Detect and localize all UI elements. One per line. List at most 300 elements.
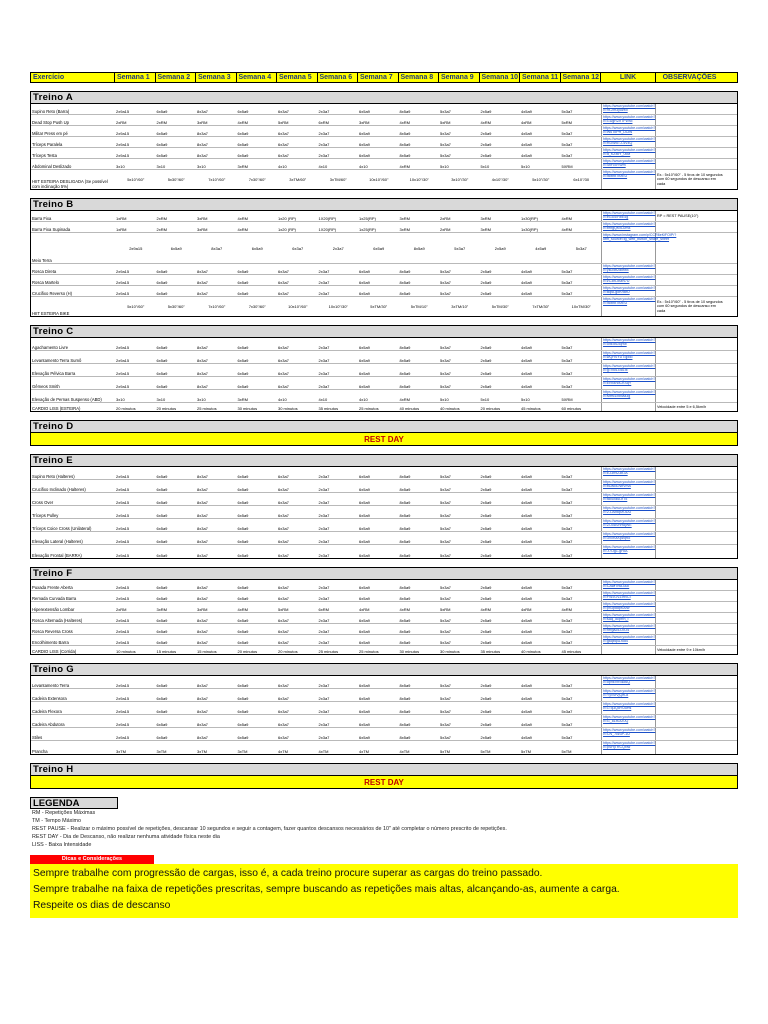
video-link[interactable]: https://www.youtube.com/watch?v=WuTkPH_DCbs: [603, 126, 656, 135]
week-cell: 5x3a7: [561, 384, 573, 389]
week-cell: 3xTM: [156, 749, 167, 754]
week-cell: 30 minutos: [440, 649, 460, 654]
week-cell: 5x3a7: [561, 142, 573, 147]
exercise-name: Barra Fixa: [32, 216, 52, 221]
week-cell: 2x5a9: [480, 735, 492, 740]
video-link[interactable]: https://www.youtube.com/watch?v=ph3pddpKzzw: [603, 602, 656, 611]
week-cell: 5x3a7: [561, 109, 573, 114]
observation: [656, 351, 723, 363]
week-cell: 2x5a9: [480, 513, 492, 518]
week-cell: 6x5a9: [359, 640, 370, 645]
observation: [656, 148, 723, 158]
week-cell: 4x10: [278, 164, 287, 169]
rest-day-banner: REST DAY: [30, 432, 738, 446]
week-cell: 6x3a7: [278, 629, 289, 634]
table-row: [31, 338, 737, 351]
week-cell: 5x3a7: [561, 269, 573, 274]
week-cell: 4xRM: [237, 216, 248, 221]
table-row: [31, 297, 737, 316]
week-cell: 1X20(RP): [318, 216, 337, 221]
week-cell: 2x5a9: [480, 269, 492, 274]
header-cell: Semana 7: [358, 73, 399, 83]
video-link[interactable]: https://www.youtube.com/watch?v=ErM4hdCKSqY: [601, 377, 656, 389]
week-cell: 6x5a9: [359, 345, 370, 350]
week-cell: 4x10: [359, 397, 368, 402]
week-cell: 4x5a9: [521, 384, 532, 389]
week-cell: 4x5a9: [521, 696, 532, 701]
exercise-name: Supino Reto (Halteres): [32, 474, 75, 479]
week-cell: 2x3a7: [332, 245, 344, 251]
week-cell: 2xRM: [156, 120, 167, 125]
week-cell: 6x3a7: [278, 526, 289, 531]
observation: [656, 222, 723, 232]
table-row: [31, 506, 737, 519]
week-cell: 5x3a7: [561, 345, 573, 350]
week-cell: 5x3a7: [561, 371, 573, 376]
week-cell: 8x5a9: [399, 553, 411, 558]
week-cell: 5x3a7: [440, 585, 451, 590]
week-cell: 6x3a7: [278, 640, 289, 645]
exercise-name: CARDIO LISS (Corrida): [32, 649, 77, 654]
week-cell: 4x5a9: [521, 487, 532, 492]
table-row: [31, 233, 737, 264]
week-cell: 2x9a15: [116, 539, 130, 544]
video-link[interactable]: https://www.youtube.com/watch?v=gTvI0LG6LIE: [601, 364, 656, 376]
video-link: [601, 646, 656, 654]
observation: [656, 126, 723, 136]
week-cell: 3xRM: [237, 397, 248, 402]
tips-box: [30, 864, 738, 918]
week-cell: 6x3a7: [278, 384, 289, 389]
table-row: [31, 126, 737, 137]
week-cell: 5x3a7: [561, 735, 573, 740]
section-table: [30, 580, 738, 655]
header-cell: Semana 5: [277, 73, 318, 83]
week-cell: 6x5a9: [156, 722, 168, 727]
week-cell: 6x5a9: [359, 722, 370, 727]
week-cell: 4xRM: [399, 397, 410, 402]
week-cell: 2x9a15: [116, 585, 130, 590]
video-link[interactable]: https://www.youtube.com/watch?v=ZO0w2nH8jWE: [601, 519, 656, 531]
week-cell: 3xRM: [197, 216, 208, 221]
week-cell: 8x5a9: [399, 371, 411, 376]
observation: [656, 338, 723, 350]
week-cell: 8x3a7: [197, 280, 208, 285]
week-cell: 8x5a9: [399, 629, 411, 634]
week-cell: 2x3a7: [318, 269, 330, 274]
table-row: [31, 148, 737, 159]
week-cell: 6x5a9: [237, 735, 249, 740]
week-cell: 6x3a7: [278, 153, 289, 158]
week-cell: 5xRM: [440, 607, 451, 612]
week-cell: 40 minutos: [399, 406, 420, 411]
week-cell: 1x20 (RP): [278, 216, 297, 221]
week-cell: 8x5a9: [399, 735, 411, 740]
rest-day-banner: REST DAY: [30, 775, 738, 789]
section-title: Treino E: [30, 454, 738, 467]
week-cell: 2x9a15: [116, 371, 130, 376]
week-cell: 6x5a9: [359, 109, 370, 114]
exercise-name: Crucifixo Inclinado (Halteres): [32, 487, 86, 492]
week-cell: 4x5a9: [521, 280, 532, 285]
week-cell: 5x3a7: [440, 358, 451, 363]
legend-line: REST PAUSE - Realizar o máximo possível de repetições, descansar 10 segundos e seguir a contagem, fazer quantos descansos necessários de 10" até completar o número prescrito de repetições.: [32, 826, 507, 832]
video-link[interactable]: https://www.youtube.com/watch?v=GUgRZhTFWNI: [603, 115, 656, 124]
week-cell: 2x3a7: [318, 345, 330, 350]
week-cell: 6x5a9: [237, 371, 249, 376]
week-cell: 8x5a9: [399, 474, 411, 479]
week-cell: 6x3a7: [278, 683, 289, 688]
week-cell: 5x3a7: [440, 709, 451, 714]
week-cell: 4xRM: [399, 120, 410, 125]
exercise-name: Tríceps Pulley: [32, 513, 59, 518]
week-cell: 6xRM: [318, 607, 329, 612]
exercise-name: Prancha: [32, 749, 48, 754]
week-cell: 8x5a9: [399, 345, 411, 350]
week-cell: 5x3a7: [440, 683, 451, 688]
week-cell: 8x5a9: [399, 696, 411, 701]
week-cell: 4x5a9: [535, 245, 547, 251]
week-cell: 8x5a9: [399, 142, 411, 147]
week-cell: 5x3a7: [561, 585, 573, 590]
exercise-name: Encolhimento Barra: [32, 640, 69, 645]
table-row: [31, 264, 737, 275]
week-cell: 6x5a9: [237, 696, 249, 701]
video-link[interactable]: https://www.youtube.com/watch?v=CN_7cz3P-1U: [601, 728, 656, 740]
week-cell: 4x5a9: [521, 735, 532, 740]
video-link[interactable]: https://www.youtube.com/watch?v=brhgQKxDJm4: [603, 222, 656, 231]
week-cell: 6x5a9: [359, 683, 370, 688]
week-cell: 3x10: [116, 397, 125, 402]
week-cell: 6x5a9: [359, 709, 370, 714]
week-cell: 6x5a9: [237, 474, 249, 479]
video-link[interactable]: https://www.youtube.com/watch?v=wQHSYDTqpdo: [601, 351, 656, 363]
observation: Ex.: 5x10"/60" - 5 tiros de 10 segundos com 60 segundos de descanso em cada: [657, 299, 723, 313]
video-link[interactable]: https://www.youtube.com/watch?v=1Tq3QdYUuHs: [601, 702, 656, 714]
week-cell: 6x5a9: [156, 709, 168, 714]
week-cell: 6x5a9: [359, 291, 370, 296]
week-cell: 6x5a9: [156, 553, 168, 558]
week-cell: 5xRM: [561, 120, 572, 125]
week-cell: 4x5a9: [521, 596, 532, 601]
week-cell: 8x5a9: [399, 384, 411, 389]
week-cell: 8x3a7: [197, 585, 208, 590]
week-cell: 6x3a7: [278, 539, 289, 544]
week-cell: 8x3a7: [197, 640, 208, 645]
week-cell: 10x10"/30": [409, 177, 429, 182]
week-cell: 4x5a9: [521, 500, 532, 505]
section-table: [30, 211, 738, 317]
week-cell: 6x5a9: [237, 269, 249, 274]
video-link[interactable]: https://www.youtube.com/watch?v=4nFc5YWm: [603, 159, 656, 168]
video-link[interactable]: https://www.youtube.com/watch?v=ltcxnb7hzEU: [601, 297, 656, 316]
week-cell: 6x5a9: [359, 618, 370, 623]
table-row: [31, 519, 737, 532]
video-link[interactable]: https://www.youtube.com/watch?v=nRgaJ5JJXJ4: [603, 624, 656, 633]
week-cell: 5x3a7: [440, 474, 451, 479]
week-cell: 6x3a7: [278, 585, 289, 590]
week-cell: 8x3a7: [197, 735, 208, 740]
week-cell: 30 minutos: [278, 406, 298, 411]
week-cell: 8x5a9: [399, 709, 411, 714]
week-cell: 7x10"/60": [208, 177, 226, 182]
video-link[interactable]: https://www.youtube.com/watch?v=d_KZxkY_0cM: [603, 148, 656, 157]
observation: [656, 580, 723, 590]
week-cell: 2x9a15: [116, 629, 130, 634]
week-cell: 5x30"/60": [167, 177, 185, 182]
table-row: [31, 364, 737, 377]
exercise-name: Barra Fixa Supinada: [32, 227, 71, 232]
week-cell: 4x5a9: [521, 722, 532, 727]
video-link: [601, 403, 656, 411]
table-row: [31, 480, 737, 493]
week-cell: 3xRM: [197, 607, 208, 612]
exercise-name: Cadeira Abdutora: [32, 722, 65, 727]
week-cell: 6xRM: [318, 120, 329, 125]
week-cell: 5xRM: [278, 607, 289, 612]
week-cell: 6x5a9: [237, 345, 249, 350]
week-cell: 35 minutos: [480, 649, 501, 654]
week-cell: 5xTM/30": [370, 304, 388, 309]
week-cell: 8x3a7: [197, 269, 208, 274]
week-cell: 6x5a9: [237, 539, 249, 544]
week-cell: 2x9a15: [116, 487, 130, 492]
week-cell: 5x3a7: [440, 131, 451, 136]
observation: [656, 715, 723, 727]
video-link[interactable]: https://www.youtube.com/watch?v=-t7Og1-gFkA: [601, 545, 656, 558]
week-cell: 8x3a7: [197, 474, 208, 479]
video-link[interactable]: https://www.youtube.com/watch?v=2-LAMcpzODU: [601, 506, 656, 518]
week-cell: 2x9a15: [116, 153, 130, 158]
observation: [656, 676, 723, 688]
week-cell: 5x10"/30": [532, 177, 550, 182]
week-cell: 8x3a7: [197, 696, 208, 701]
week-cell: 6x5a9: [359, 384, 370, 389]
week-cell: 6x3a7: [278, 142, 289, 147]
observation: [656, 480, 723, 492]
video-link[interactable]: https://www.youtube.com/watch?v=EJ3h9Z3b-iA: [601, 467, 656, 479]
week-cell: 2x5a9: [480, 596, 492, 601]
week-cell: 1x30(RP): [521, 216, 538, 221]
observation: [656, 275, 723, 285]
video-link[interactable]: https://www.youtube.com/watch?v=taI4XduLhTk: [601, 493, 656, 505]
week-cell: 6x5a9: [359, 596, 370, 601]
week-cell: 8x5a9: [399, 109, 411, 114]
week-cell: 2x5a9: [480, 696, 492, 701]
header-cell: Semana 1: [115, 73, 156, 83]
week-cell: 6x5a9: [359, 280, 370, 285]
week-cell: 8x5a9: [399, 722, 411, 727]
week-cell: 2x5a9: [480, 345, 492, 350]
week-cell: 3xRM: [197, 227, 208, 232]
week-cell: 6x5a9: [359, 513, 370, 518]
table-row: [31, 104, 737, 115]
week-cell: 6x10"/30: [573, 177, 590, 182]
table-row: [31, 591, 737, 602]
table-row: [31, 702, 737, 715]
week-cell: 5x3a7: [561, 596, 573, 601]
table-row: [31, 403, 737, 411]
video-link[interactable]: https://www.youtube.com/watch?v=YyvSfVjQeL8: [601, 689, 656, 701]
week-cell: 6x5a9: [237, 358, 249, 363]
table-row: [31, 728, 737, 741]
video-link[interactable]: https://www.youtube.com/watch?v=CAwf7n6Luuc: [603, 580, 656, 589]
week-cell: 5x10: [521, 397, 530, 402]
week-cell: 8x3a7: [197, 596, 208, 601]
video-link[interactable]: https://www.youtube.com/watch?v=pSHjTRCQxIw: [601, 741, 656, 754]
week-cell: 6x5a9: [156, 474, 168, 479]
week-cell: 6x3a7: [278, 696, 289, 701]
week-cell: 3xRM: [156, 607, 167, 612]
exercise-name: Meio Terra: [32, 258, 52, 263]
header-cell: Semana 3: [196, 73, 237, 83]
week-cell: 7x30"/60": [248, 304, 266, 309]
week-cell: 6x5a9: [156, 109, 168, 114]
observation: [656, 104, 723, 114]
week-cell: 2x3a7: [318, 722, 330, 727]
week-cell: 60 minutos: [561, 406, 582, 411]
exercise-name: Cadeira Extensora: [32, 696, 67, 701]
week-cell: 7xTM/30": [532, 304, 550, 309]
video-link[interactable]: https://www.youtube.com/watch?v=bDaIoLNbVmA: [601, 480, 656, 492]
week-cell: 8x5a9: [399, 280, 411, 285]
week-cell: 8x3a7: [197, 539, 208, 544]
observation: [656, 233, 723, 263]
week-cell: 5x3a7: [561, 513, 573, 518]
week-cell: 6x5a9: [156, 500, 168, 505]
week-cell: 4x5a9: [521, 513, 532, 518]
observation: [656, 702, 723, 714]
week-cell: 6x5a9: [156, 291, 168, 296]
table-row: [31, 613, 737, 624]
table-row: [31, 351, 737, 364]
header-cell: Semana 6: [318, 73, 359, 83]
week-cell: 6x5a9: [156, 384, 168, 389]
observation: [656, 506, 723, 518]
header-cell: Semana 12: [562, 74, 600, 81]
week-cell: 8x3a7: [197, 618, 208, 623]
video-link[interactable]: https://www.youtube.com/watch?v=eGo4IYlbE5g: [603, 211, 656, 220]
week-cell: 4xRM: [237, 120, 248, 125]
week-cell: 2x3a7: [318, 131, 330, 136]
week-cell: 5x3a7: [561, 696, 573, 701]
observation: [656, 467, 723, 479]
week-cell: 8x5a9: [399, 131, 411, 136]
week-cell: 2x5a9: [494, 245, 506, 251]
table-row: [31, 377, 737, 390]
week-cell: 6x5a9: [237, 131, 249, 136]
video-link[interactable]: https://www.youtube.com/watch?v=FWJGVZIRvCI: [603, 591, 656, 600]
video-link[interactable]: https://www.youtube.com/watch?v=ltcxnb7hzEU: [601, 170, 656, 189]
week-cell: 2x3a7: [318, 109, 330, 114]
week-cell: 6x5a9: [359, 629, 370, 634]
week-cell: 45 minutos: [561, 649, 582, 654]
week-cell: 6x3a7: [278, 474, 289, 479]
video-link[interactable]: https://www.youtube.com/watch?v=RDWBTJ-4V4Q: [603, 137, 656, 146]
week-cell: 2x5a9: [480, 618, 492, 623]
week-cell: 6x5a9: [156, 735, 168, 740]
video-link[interactable]: https://www.instagram.com/p/CCR6eKiFOIP/?utm_source=ig_web_button_share_sheet: [601, 233, 656, 263]
week-cell: 8x3a7: [197, 683, 208, 688]
week-cell: 5x3a7: [440, 345, 451, 350]
week-cell: 4xRM: [561, 607, 572, 612]
video-link[interactable]: https://www.youtube.com/watch?v=ykD5bZdkfw4: [603, 264, 656, 273]
week-cell: 5xTM/10": [410, 304, 428, 309]
video-link[interactable]: https://www.youtube.com/watch?v=ultEIBLtqHw: [601, 338, 656, 350]
legend-line: LISS - Baixa Intensidade: [32, 842, 92, 848]
video-link[interactable]: https://www.youtube.com/watch?v=op9kVnSso6Q: [601, 676, 656, 688]
week-cell: 5x3a7: [440, 526, 451, 531]
week-cell: 25 minutos: [197, 406, 217, 411]
video-link[interactable]: https://www.youtube.com/watch?v=G_8LItOiZ0Q: [601, 715, 656, 727]
week-cell: 5x3a7: [561, 629, 573, 634]
week-cell: 2x5a9: [480, 384, 492, 389]
week-cell: 2x9a15: [116, 618, 130, 623]
week-cell: 4xRM: [521, 120, 532, 125]
legend: [30, 809, 738, 849]
week-cell: 8x5a9: [399, 291, 411, 296]
video-link[interactable]: https://www.youtube.com/watch?v=9t-2m3yuzMI: [603, 104, 656, 113]
week-cell: 6x5a9: [156, 358, 168, 363]
exercise-name: Levantamento Terra Sumô: [32, 358, 82, 363]
week-cell: 6x5a9: [359, 142, 370, 147]
week-cell: 5XRM: [561, 164, 573, 169]
observation: [656, 115, 723, 125]
week-cell: 2x5a9: [480, 640, 492, 645]
observation: [656, 159, 723, 169]
week-cell: 6x5a9: [237, 629, 249, 634]
observation: [656, 264, 723, 274]
week-cell: 2xRM: [156, 216, 167, 221]
week-cell: 3x10"/30": [451, 177, 469, 182]
week-cell: 4xTM: [318, 749, 329, 754]
week-cell: 4x10: [318, 164, 328, 169]
week-cell: 4x10"/30": [491, 177, 509, 182]
week-cell: 2x5a9: [480, 142, 492, 147]
week-cell: 25 minutos: [318, 649, 339, 654]
video-link[interactable]: https://www.youtube.com/watch?v=MtfN1MMaz3g: [601, 390, 656, 402]
week-cell: 8x5a9: [399, 513, 411, 518]
week-cell: 6x3a7: [278, 358, 289, 363]
week-cell: 5x3a7: [561, 153, 573, 158]
week-cell: 6x5a9: [156, 345, 168, 350]
week-cell: 8x5a9: [399, 269, 411, 274]
week-cell: 5x3a7: [440, 513, 451, 518]
week-cell: 4x5a9: [521, 358, 532, 363]
video-link[interactable]: https://www.youtube.com/watch?v=g6qbq4Lf5d4: [603, 635, 656, 644]
week-cell: 6x5a9: [359, 371, 370, 376]
video-link[interactable]: https://www.youtube.com/watch?v=zC3nLlBzN7U: [603, 275, 656, 284]
video-link[interactable]: https://www.youtube.com/watch?v=Bq6LgoKhBfU: [603, 286, 656, 295]
week-cell: 3xRM: [399, 227, 410, 232]
week-cell: 8x5a9: [399, 358, 411, 363]
week-cell: 8x3a7: [197, 345, 208, 350]
week-cell: 6x5a9: [156, 585, 168, 590]
week-cell: 8x5a9: [399, 585, 411, 590]
exercise-name: Dead Stop Push Up: [32, 120, 70, 125]
week-cell: 6x5a9: [170, 245, 182, 251]
video-link[interactable]: https://www.youtube.com/watch?v=3VcKaXpzqRo: [601, 532, 656, 544]
week-cell: 5x3a7: [440, 629, 451, 634]
week-cell: 3xRM: [480, 216, 491, 221]
video-link[interactable]: https://www.youtube.com/watch?v=sAq_ocpRh_I: [603, 613, 656, 622]
week-cell: 1x25(RP): [359, 227, 376, 232]
week-cell: 5x3a7: [561, 640, 573, 645]
week-cell: 5x3a7: [440, 487, 451, 492]
week-cell: 6x5a9: [237, 384, 249, 389]
week-cell: 2x5a9: [480, 709, 492, 714]
observation: [656, 364, 723, 376]
